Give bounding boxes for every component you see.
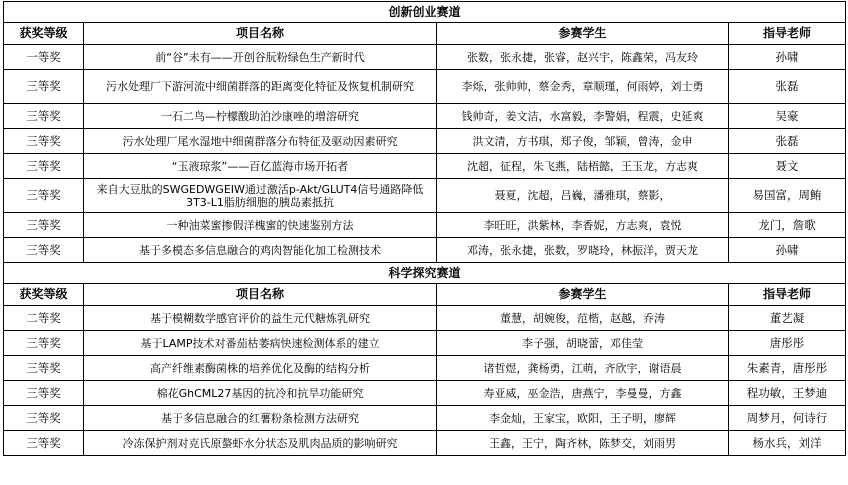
advisor: 易国富，周鲔 (729, 179, 846, 213)
award-level: 一等奖 (4, 45, 84, 70)
project-name: 来自大豆肽的SWGEDWGEIW通过激活p-Akt/GLUT4信号通路降低3T3-L1脂肪细胞的胰岛素抵抗 (84, 179, 437, 213)
table-row (4, 406, 846, 431)
header-level: 获奖等级 (4, 284, 84, 306)
students: 李金灿，王家宝，欧阳，王子明，廖辉 (437, 406, 729, 431)
award-level: 二等奖 (4, 306, 84, 331)
project-name: 基于多信息融合的红薯粉条检测方法研究 (84, 406, 437, 431)
header-project: 项目名称 (84, 284, 437, 306)
award-sheet (3, 1, 845, 456)
students: 聂夏，沈超，吕巍，潘雅琪，蔡影， (437, 179, 729, 213)
project-name: 前“谷”未有——开创谷朊粉绿色生产新时代 (84, 45, 437, 70)
project-name: “玉液琼浆”——百亿蓝海市场开拓者 (84, 154, 437, 179)
table-row (4, 129, 846, 154)
award-level: 三等奖 (4, 331, 84, 356)
table-row (4, 154, 846, 179)
table-row (4, 238, 846, 263)
award-level: 三等奖 (4, 381, 84, 406)
project-name: 一石二鸟—柠檬酸助泊沙康唑的增溶研究 (84, 104, 437, 129)
table-row (4, 356, 846, 381)
advisor: 孙啸 (729, 238, 846, 263)
award-table (3, 1, 846, 456)
section-title-row (4, 263, 846, 284)
award-level: 三等奖 (4, 154, 84, 179)
project-name: 基于LAMP技术对番茄枯萎病快速检测体系的建立 (84, 331, 437, 356)
project-name: 污水处理厂尾水湿地中细菌群落分布特征及驱动因素研究 (84, 129, 437, 154)
students: 王鑫，王宁，陶齐林，陈梦交，刘雨男 (437, 431, 729, 456)
award-level: 三等奖 (4, 431, 84, 456)
header-students: 参赛学生 (437, 284, 729, 306)
header-row (4, 284, 846, 306)
students: 李烁，张帅帅，蔡金秀，章顺瑾，何雨婷，刘士勇 (437, 70, 729, 104)
table-row (4, 306, 846, 331)
header-advisor: 指导老师 (729, 284, 846, 306)
award-level: 三等奖 (4, 70, 84, 104)
header-project: 项目名称 (84, 23, 437, 45)
project-name: 污水处理厂下游河流中细菌群落的距离变化特征及恢复机制研究 (84, 70, 437, 104)
section-title: 创新创业赛道 (4, 2, 846, 23)
students: 李子强，胡晓蕾，邓佳莹 (437, 331, 729, 356)
award-level: 三等奖 (4, 356, 84, 381)
table-row (4, 331, 846, 356)
students: 邓涛，张永捷，张数，罗晓玲，林振洋，贾天龙 (437, 238, 729, 263)
advisor: 周梦月，何诗行 (729, 406, 846, 431)
students: 寿亚威，巫金浩，唐燕宁，李曼曼，方鑫 (437, 381, 729, 406)
table-row (4, 45, 846, 70)
award-level: 三等奖 (4, 213, 84, 238)
students: 沈超，征程，朱飞燕，陆梧懿，王玉龙，方志爽 (437, 154, 729, 179)
table-row (4, 431, 846, 456)
students: 董慧，胡婉俊，范楷，赵越，乔涛 (437, 306, 729, 331)
table-row (4, 104, 846, 129)
advisor: 杨水兵，刘洋 (729, 431, 846, 456)
award-level: 三等奖 (4, 104, 84, 129)
table-row (4, 70, 846, 104)
table-row (4, 179, 846, 213)
project-name: 棉花GhCML27基因的抗冷和抗旱功能研究 (84, 381, 437, 406)
header-row (4, 23, 846, 45)
header-advisor: 指导老师 (729, 23, 846, 45)
table-row (4, 213, 846, 238)
section-title: 科学探究赛道 (4, 263, 846, 284)
advisor: 唐彤彤 (729, 331, 846, 356)
advisor: 朱素青，唐彤彤 (729, 356, 846, 381)
advisor: 吴豪 (729, 104, 846, 129)
project-name: 基于多模态多信息融合的鸡肉智能化加工检测技术 (84, 238, 437, 263)
award-level: 三等奖 (4, 129, 84, 154)
students: 张数，张永捷，张睿，赵兴宇，陈鑫荣，冯友玲 (437, 45, 729, 70)
advisor: 孙啸 (729, 45, 846, 70)
advisor: 张磊 (729, 70, 846, 104)
advisor: 程功敏，王梦迪 (729, 381, 846, 406)
advisor: 龙门，詹歌 (729, 213, 846, 238)
students: 钱帅奇，姜文洁，水富毅，李警娟，程震，史延爽 (437, 104, 729, 129)
students: 李旺旺，洪紫林，李香妮，方志爽，袁悦 (437, 213, 729, 238)
advisor: 张磊 (729, 129, 846, 154)
table-row (4, 381, 846, 406)
project-name: 高产纤维素酶菌株的培养优化及酶的结构分析 (84, 356, 437, 381)
project-name: 基于模糊数学感官评价的益生元代糖炼乳研究 (84, 306, 437, 331)
award-level: 三等奖 (4, 406, 84, 431)
project-name: 一种油菜蜜掺假洋槐蜜的快速鉴别方法 (84, 213, 437, 238)
project-name: 冷冻保护剂对克氏原螯虾水分状态及肌肉品质的影响研究 (84, 431, 437, 456)
students: 诸哲煜，龚杨勇，江萌，齐欣宇，谢语晨 (437, 356, 729, 381)
header-students: 参赛学生 (437, 23, 729, 45)
advisor: 聂文 (729, 154, 846, 179)
award-level: 三等奖 (4, 238, 84, 263)
students: 洪文清，方书琪，郑子俊，邹颖，曾涛，金申 (437, 129, 729, 154)
advisor: 董艺凝 (729, 306, 846, 331)
award-level: 三等奖 (4, 179, 84, 213)
header-level: 获奖等级 (4, 23, 84, 45)
section-title-row (4, 2, 846, 23)
